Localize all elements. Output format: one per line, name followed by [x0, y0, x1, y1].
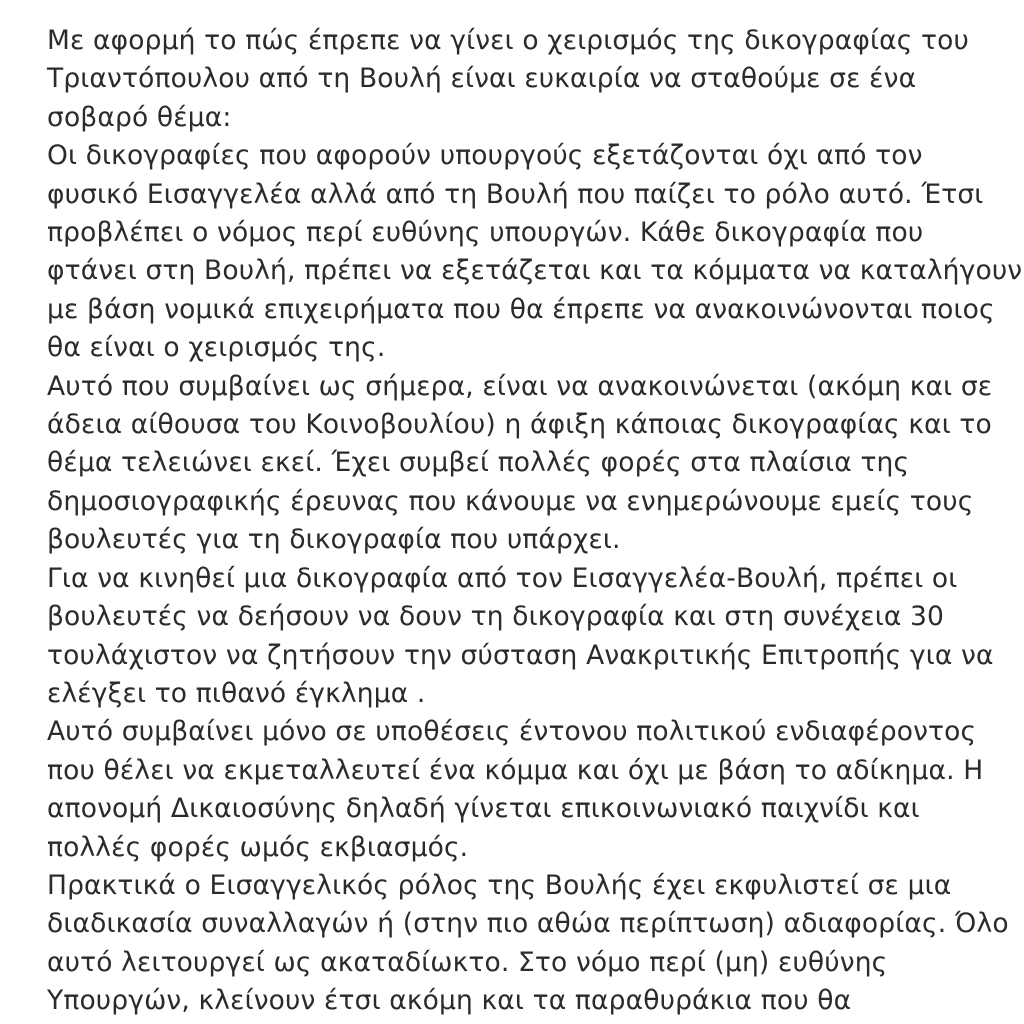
text-line: Τριαντόπουλου από τη Βουλή είναι ευκαιρία να σταθούμε σε ένα: [47, 63, 917, 95]
paragraph: [47, 137, 1023, 367]
text-line: Πρακτικά ο Εισαγγελικός ρόλος της Βουλής έχει εκφυλιστεί σε μια: [47, 869, 952, 901]
text-line: τουλάχιστον να ζητήσουν την σύσταση Ανακριτικής Επιτροπής για να: [47, 639, 994, 671]
text-line: ελέγξει το πιθανό έγκλημα .: [47, 677, 426, 709]
text-line: διαδικασία συναλλαγών ή (στην πιο αθώα περίπτωση) αδιαφορίας. Όλο: [47, 908, 1009, 940]
text-line: Για να κινηθεί μια δικογραφία από τον Εισαγγελέα-Βουλή, πρέπει οι: [47, 562, 958, 594]
text-line: Αυτό συμβαίνει μόνο σε υποθέσεις έντονου πολιτικού ενδιαφέροντος: [47, 716, 977, 748]
text-line: απονομή Δικαιοσύνης δηλαδή γίνεται επικοινωνιακό παιχνίδι και: [47, 793, 920, 825]
text-line: σοβαρό θέμα:: [47, 101, 232, 133]
text-line: Αυτό που συμβαίνει ως σήμερα, είναι να ανακοινώνεται (ακόμη και σε: [47, 370, 993, 402]
text-line: θα είναι ο χειρισμός της.: [47, 332, 386, 364]
paragraph: [47, 560, 994, 714]
text-line: με βάση νομικά επιχειρήματα που θα έπρεπε να ανακοινώνονται ποιος: [47, 293, 995, 325]
text-line: αυτό λειτουργεί ως ακαταδίωκτο. Στο νόμο περί (μη) ευθύνης: [47, 946, 888, 978]
text-line: δημοσιογραφικής έρευνας που κάνουμε να ενημερώνουμε εμείς τους: [47, 485, 974, 517]
text-line: φτάνει στη Βουλή, πρέπει να εξετάζεται και τα κόμματα να καταλήγουν: [47, 255, 1023, 287]
paragraph: [47, 867, 1009, 1021]
paragraph: [47, 368, 993, 560]
text-line: βουλευτές για τη δικογραφία που υπάρχει.: [47, 524, 621, 556]
text-line: προβλέπει ο νόμος περί ευθύνης υπουργών. Κάθε δικογραφία που: [47, 217, 924, 249]
paragraph: [47, 713, 984, 867]
text-line: φυσικό Εισαγγελέα αλλά από τη Βουλή που παίζει το ρόλο αυτό. Έτσι: [47, 178, 984, 210]
document-text-body: [47, 22, 1023, 1021]
text-line: θέμα τελειώνει εκεί. Έχει συμβεί πολλές φορές στα πλαίσια της: [47, 447, 910, 479]
text-line: Υπουργών, κλείνουν έτσι ακόμη και τα παραθυράκια που θα: [47, 985, 852, 1017]
text-line: βουλευτές να δεήσουν να δουν τη δικογραφία και στη συνέχεια 30: [47, 601, 945, 633]
text-line: πολλές φορές ωμός εκβιασμός.: [47, 831, 469, 863]
text-line: που θέλει να εκμεταλλευτεί ένα κόμμα και όχι με βάση το αδίκημα. Η: [47, 754, 984, 786]
text-line: άδεια αίθουσα του Κοινοβουλίου) η άφιξη κάποιας δικογραφίας και το: [47, 409, 992, 441]
text-line: Με αφορμή το πώς έπρεπε να γίνει ο χειρισμός της δικογραφίας του: [47, 25, 969, 56]
paragraph: [47, 22, 977, 137]
text-line: Οι δικογραφίες που αφορούν υπουργούς εξετάζονται όχι από τον: [47, 140, 923, 172]
